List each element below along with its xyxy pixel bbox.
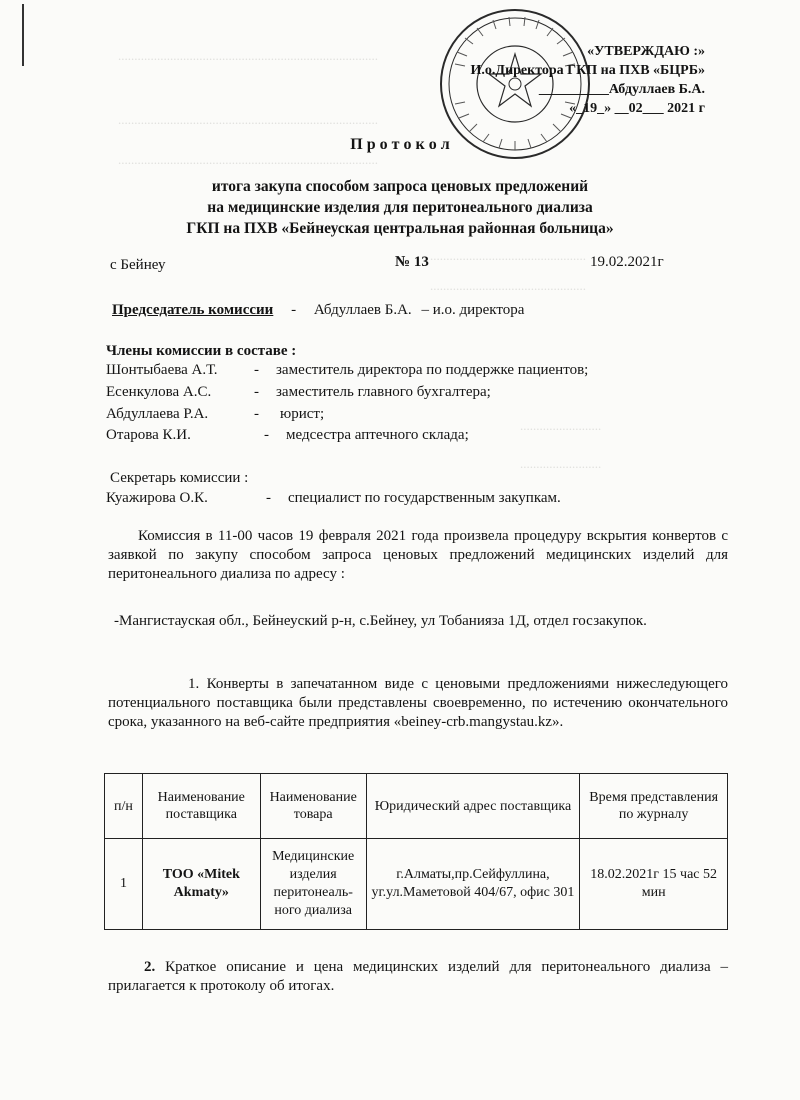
document-title: П р о т о к о л [350, 136, 450, 153]
table-header-row [105, 774, 728, 839]
col-header-number: п/н [105, 774, 143, 839]
procedure-paragraph: Комиссия в 11-00 часов 19 февраля 2021 года произвела процедуру вскрытия конвертов с заявкой по закупу способом запроса ценовых предложений медицинских изделий для перитонеального диализа по адресу : [108, 528, 728, 582]
item-2-text: Краткое описание и цена медицинских изделий для перитонеального диализа – прилагается к протоколу об итогах. [108, 959, 729, 994]
member-name: Есенкулова А.С. [106, 384, 212, 400]
item-1-number: 1. [188, 676, 200, 692]
place: с Бейнеу [110, 257, 166, 273]
approval-signature-line: __________Абдуллаев Б.А. [538, 82, 705, 97]
member-position: юрист; [280, 406, 325, 422]
approval-block [471, 42, 705, 118]
approval-position: И.о.Директора ГКП на ПХВ «БЦРБ» [470, 63, 705, 78]
binder-mark [22, 4, 24, 66]
secretary-position: специалист по государственным закупкам. [288, 490, 561, 506]
chairman-name: Абдуллаев Б.А. [313, 302, 412, 318]
secretary-name: Куажирова О.К. [106, 490, 208, 506]
table-row [105, 839, 728, 930]
secretary-heading: Секретарь комиссии : [110, 470, 249, 486]
title-subject-line-2: на медицинские изделия для перитонеального диализа [207, 199, 593, 216]
chairman-line [112, 302, 524, 319]
member-position: медсестра аптечного склада; [286, 427, 469, 443]
cell-address: г.Алматы,пр.Сейфуллина, уг.ул.Маметовой 404/67, офис 301 [366, 839, 580, 930]
member-row: Шонтыбаева А.Т. - заместитель директора по поддержке пациентов; [106, 362, 589, 378]
protocol-number: № 13 [395, 254, 429, 270]
chairman-role: Председатель комиссии [112, 302, 274, 318]
protocol-date: 19.02.2021г [590, 254, 664, 270]
chairman-dash: - [291, 302, 297, 318]
secretary-row: Куажирова О.К. - специалист по государственным закупкам. [106, 490, 561, 506]
show-through-text: ......................... [520, 456, 602, 471]
item-1-text: Конверты в запечатанном виде с ценовыми предложениями нижеследующего потенциального поставщика были представлены своевременно, по истечению окончательного срока, указанного на веб-сайте предприятия «beiney-crb.mangystau.kz». [108, 676, 729, 730]
cell-time: 18.02.2021г 15 час 52 мин [580, 839, 728, 930]
item-2 [108, 958, 728, 996]
members-heading: Члены комиссии в составе : [106, 343, 297, 359]
cell-supplier: ТОО «Mitek Akmaty» [142, 839, 260, 930]
show-through-text: ................................................................................ [118, 152, 378, 167]
address-paragraph: -Мангистауская обл., Бейнеуский р-н, с.Бейнеу, ул Тобанияза 1Д, отдел госзакупок. [114, 613, 647, 629]
member-row: Абдуллаева Р.А. - юрист; [106, 406, 325, 422]
member-name: Шонтыбаева А.Т. [106, 362, 218, 378]
member-name: Абдуллаева Р.А. [106, 406, 209, 422]
col-header-address: Юридический адрес поставщика [366, 774, 580, 839]
member-row: Есенкулова А.С. - заместитель главного бухгалтера; [106, 384, 491, 400]
col-header-time: Время представления по журналу [580, 774, 728, 839]
col-header-goods: Наименование товара [260, 774, 366, 839]
cell-goods: Медицинские изделия перитонеаль-ного диализа [260, 839, 366, 930]
show-through-text: ................................................ [430, 248, 586, 263]
title-subject-line-3: ГКП на ПХВ «Бейнеуская центральная районная больница» [186, 220, 614, 237]
member-position: заместитель главного бухгалтера; [276, 384, 491, 400]
title-subject-line-1: итога закупа способом запроса ценовых предложений [211, 178, 589, 195]
col-header-supplier: Наименование поставщика [142, 774, 260, 839]
member-row: Отарова К.И. - медсестра аптечного склада; [106, 427, 469, 443]
show-through-text: ................................................................................ [118, 48, 378, 63]
chairman-position: – и.о. директора [421, 302, 525, 318]
item-2-number: 2. [144, 959, 156, 975]
approval-heading: «УТВЕРЖДАЮ :» [587, 44, 705, 59]
cell-number: 1 [105, 839, 143, 930]
member-position: заместитель директора по поддержке пациентов; [276, 362, 589, 378]
show-through-text: ................................................ [430, 278, 586, 293]
show-through-text: ......................... [520, 418, 602, 433]
member-name: Отарова К.И. [106, 427, 191, 443]
item-1 [108, 675, 728, 732]
approval-date: «_19_» __02___ 2021 г [569, 101, 705, 116]
suppliers-table [104, 773, 728, 930]
show-through-text: ................................................................................ [118, 112, 378, 127]
